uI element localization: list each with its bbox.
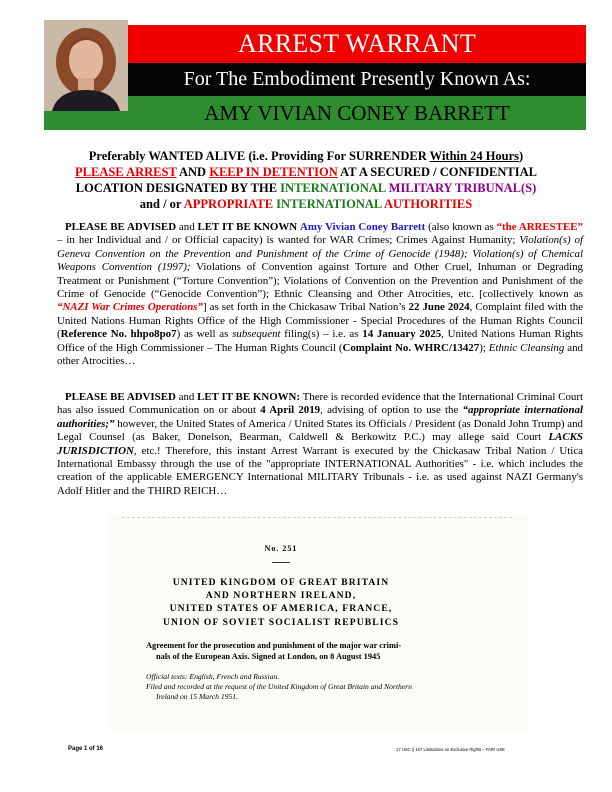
treaty-party-line: UNITED STATES OF AMERICA, FRANCE, [169,603,393,615]
treaty-rule [272,562,290,563]
fair-use-notice: 17 USC § 107 Limitations on Exclusive Rights – FAIR USE [396,747,505,752]
treaty-filing-note: Official texts: English, French and Russian. Filed and recorded at the request of the United Kingdom of Great Britain and Northern Ireland on 15 March 1951. [146,672,412,701]
treaty-excerpt-image [108,515,528,730]
warrant-subtitle: For The Embodiment Presently Known As: [128,63,586,96]
treaty-parties [108,576,454,629]
treaty-divider [122,517,512,518]
intro-line-3: LOCATION DESIGNATED BY THE INTERNATIONAL MILITARY TRIBUNAL(S) [75,181,537,195]
treaty-agreement-title: Agreement for the prosecution and punishment of the major war crimi- nals of the European Axis. Signed at London, on 8 August 1945 [146,641,402,661]
treaty-party-line: UNITED KINGDOM OF GREAT BRITAIN [172,577,390,588]
banner-green-block [44,111,128,130]
page-number: Page 1 of 16 [68,746,104,752]
intro-line-2: PLEASE ARREST AND KEEP IN DETENTION AT A SECURED / CONFIDENTIAL [75,165,537,179]
intro-line-4: and / or APPROPRIATE INTERNATIONAL AUTHORITIES [139,197,473,211]
warrant-paragraph-1: PLEASE BE ADVISED and LET IT BE KNOWN Amy Vivian Coney Barrett (also known as “the ARRESTEE” – in her Individual and / or Official capacity) is wanted for WAR Crimes; Crimes Against Humanity; Violation(s) of Geneva Convention on the Prevention and Punishment of the Crime of Genocide (1948); Violation(s) of Chemical Weapons Convention (1997); Violations of Convention against Torture and Other Cruel, Inhuman or Degrading Treatment or Punishment (“Torture Convention”); Violations of Convention on the Prevention and Punishment of the Crime of Genocide (“Genocide Convention”); Ethnic Cleansing and Other Atrocities, etc. [collectively known as “NAZI War Crimes Operations”] as set forth in the Chickasaw Tribal Nation’s 22 June 2024, Complaint filed with the United Nations Human Rights Office of the High Commissioner - Special Procedures of the Human Rights Council (Reference No. hhpo8po7) as well as subsequent filing(s) – i.e. as 14 January 2025, United Nations Human Rights Office of the High Commissioner – The Human Rights Council (Complaint No. WHRC/13427); Ethnic Cleansing and other Atrocities… [57,221,584,368]
treaty-party-line: AND NORTHERN IRELAND, [205,590,357,602]
subject-name: AMY VIVIAN CONEY BARRETT [128,96,586,130]
warrant-title: ARREST WARRANT [128,25,586,63]
portrait-photo [44,20,128,111]
treaty-party-line: UNION OF SOVIET SOCIALIST REPUBLICS [162,616,400,628]
warrant-paragraph-2: PLEASE BE ADVISED and LET IT BE KNOWN: There is recorded evidence that the International Criminal Court has also issued Communication on or about 4 April 2019, advising of option to use the “appropriate international authorities;” however, the United States of America / United States its Officials / President (as Donald John Trump) and Legal Counsel (as Baker, Donelson, Bearman, Caldwell & Berkowitz P.C.) may allege said Court LACKS JURISDICTION, etc.! Therefore, this instant Arrest Warrant is executed by the Chickasaw Tribal Nation / Utica International Embassy through the use of the "appropriate INTERNATIONAL Authorities" - i.e. which includes the creation of the applicable EMERGENCY International MILITARY Tribunals - i.e. as used against NAZI Germany's Adolf Hitler and the THIRD REICH… [57,391,583,497]
intro-line-1: Preferably WANTED ALIVE (i.e. Providing For SURRENDER Within 24 Hours) [88,149,524,163]
treaty-number: No. 251 [264,544,298,553]
